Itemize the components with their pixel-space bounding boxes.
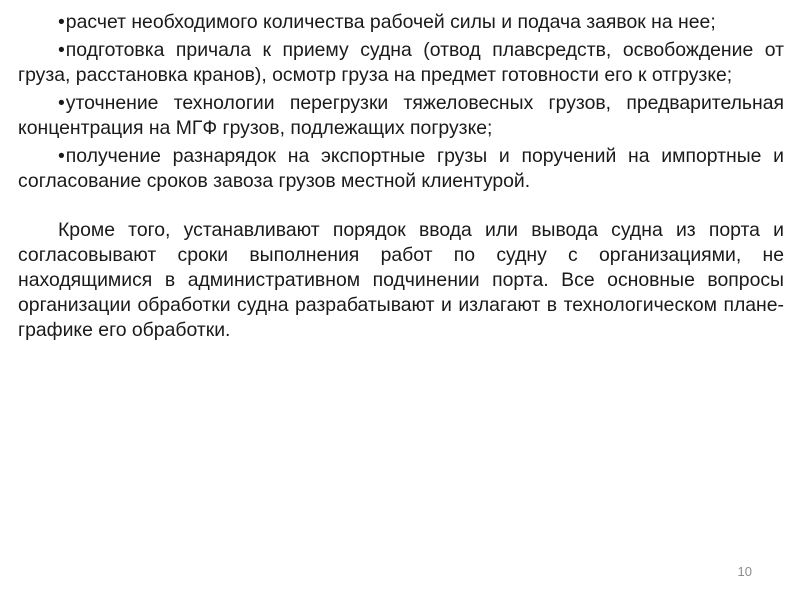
bullet-icon: • [58, 11, 65, 33]
list-item [18, 38, 784, 88]
list-item-text: расчет необходимого количества рабочей силы и подача заявок на нее; [65, 11, 716, 33]
bullet-icon: • [58, 92, 65, 114]
bullet-list [18, 10, 784, 194]
body-paragraph: Кроме того, устанавливают порядок ввода или вывода судна из порта и согласовывают сроки выполнения работ по судну с организациями, не находящимися в административном подчинении порта. Все основные вопросы организации обработки судна разрабатывают и излагают в технологическом плане-графике его обработки. [18, 219, 784, 341]
page-number: 10 [737, 564, 752, 579]
list-item [18, 91, 784, 141]
list-item-text: уточнение технологии перегрузки тяжеловесных грузов, предварительная концентрация на МГФ грузов, подлежащих погрузке; [18, 92, 784, 139]
list-item-text: получение разнарядок на экспортные грузы и поручений на импортные и согласование сроков завоза грузов местной клиентурой. [18, 145, 784, 192]
slide-content [18, 10, 784, 343]
bullet-icon: • [58, 145, 65, 167]
list-item [18, 144, 784, 194]
list-item-text: подготовка причала к приему судна (отвод плавсредств, освобождение от груза, расстановка кранов), осмотр груза на предмет готовности его к отгрузке; [18, 39, 784, 86]
bullet-icon: • [58, 39, 65, 61]
list-item [18, 10, 784, 35]
